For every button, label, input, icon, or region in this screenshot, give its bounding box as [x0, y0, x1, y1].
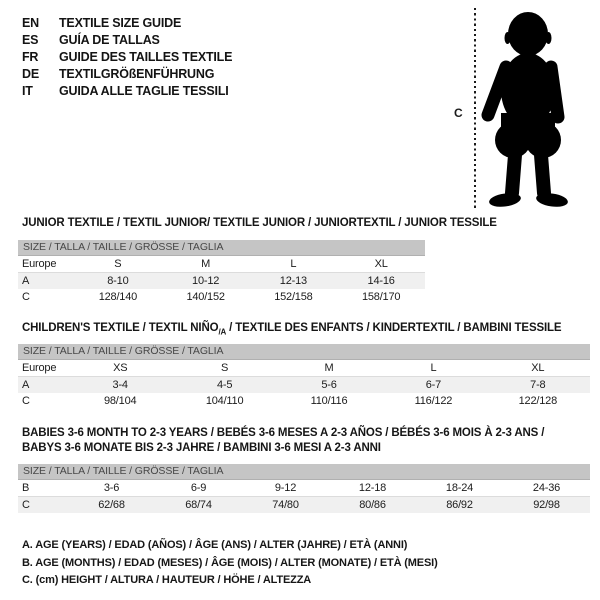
- value-cell: 68/74: [185, 499, 212, 511]
- table-row-europe: [18, 256, 425, 273]
- measurement-legend: [22, 537, 438, 590]
- table-row-height-cm: [18, 289, 425, 305]
- size-cell: L: [290, 258, 297, 270]
- babies-table-title: [22, 426, 544, 456]
- row-label: C: [22, 291, 30, 303]
- row-label: C: [22, 499, 30, 511]
- language-label: GUÍA DE TALLAS: [59, 33, 160, 47]
- language-code: EN: [22, 16, 39, 30]
- language-label: TEXTILE SIZE GUIDE: [59, 16, 182, 30]
- size-cell: M: [324, 362, 334, 374]
- row-label: A: [22, 379, 30, 391]
- value-cell: 6-7: [425, 379, 442, 391]
- table-row-age-years: [18, 273, 425, 289]
- value-cell: 12-13: [279, 275, 307, 287]
- children-size-table: [18, 344, 590, 409]
- toddler-silhouette-image: [481, 5, 573, 210]
- value-cell: 8-10: [107, 275, 129, 287]
- value-cell: 62/68: [98, 499, 125, 511]
- size-cell: XL: [374, 258, 388, 270]
- babies-title-line1: BABIES 3-6 MONTH TO 2-3 YEARS / BEBÉS 3-6 MESES A 2-3 AÑOS / BÉBÉS 3-6 MOIS À 2-3 ANS /: [22, 427, 545, 439]
- language-code: FR: [22, 50, 39, 64]
- value-cell: 14-16: [367, 275, 395, 287]
- size-header-bar: SIZE / TALLA / TAILLE / GRÖSSE / TAGLIA: [18, 344, 590, 360]
- value-cell: 7-8: [530, 379, 546, 391]
- size-cell: S: [221, 362, 229, 374]
- row-label: Europe: [22, 362, 57, 374]
- value-cell: 9-12: [274, 482, 297, 494]
- row-label: Europe: [22, 258, 57, 270]
- language-list: [22, 15, 232, 100]
- language-label: GUIDE DES TAILLES TEXTILE: [59, 50, 233, 64]
- value-cell: 140/152: [186, 291, 225, 303]
- babies-title-line2: BABYS 3-6 MONATE BIS 2-3 JAHRE / BAMBINI 3-6 MESI A 2-3 ANNI: [22, 442, 381, 454]
- language-label: TEXTILGRÖßENFÜHRUNG: [59, 67, 215, 81]
- language-row-de: [22, 66, 232, 83]
- junior-size-table: [18, 240, 425, 305]
- value-cell: 18-24: [445, 482, 474, 494]
- size-header-bar: SIZE / TALLA / TAILLE / GRÖSSE / TAGLIA: [18, 464, 590, 480]
- value-cell: 3-6: [103, 482, 120, 494]
- value-cell: 116/122: [414, 395, 453, 407]
- size-cell: S: [114, 258, 122, 270]
- value-cell: 10-12: [192, 275, 220, 287]
- size-cell: L: [430, 362, 437, 374]
- value-cell: 110/116: [310, 395, 348, 407]
- legend-line-c: C. (cm) HEIGHT / ALTURA / HAUTEUR / HÖHE / ALTEZZA: [22, 574, 312, 586]
- figure-height-label: C: [454, 106, 463, 120]
- language-row-es: [22, 32, 232, 49]
- children-title-sub: /A: [218, 327, 227, 337]
- value-cell: 158/170: [361, 291, 401, 303]
- value-cell: 6-9: [190, 482, 207, 494]
- junior-table-title: JUNIOR TEXTILE / TEXTIL JUNIOR/ TEXTILE JUNIOR / JUNIORTEXTIL / JUNIOR TESSILE: [22, 217, 497, 229]
- legend-line-b: B. AGE (MONTHS) / EDAD (MESES) / ÂGE (MOIS) / ALTER (MONATE) / ETÀ (MESI): [22, 556, 438, 569]
- row-label: C: [22, 395, 30, 407]
- children-title-post: / TEXTILE DES ENFANTS / KINDERTEXTIL / BAMBINI TESSILE: [226, 322, 562, 334]
- size-cell: XL: [531, 362, 545, 374]
- legend-line-a: A. AGE (YEARS) / EDAD (AÑOS) / ÂGE (ANS) / ALTER (JAHRE) / ETÀ (ANNI): [22, 539, 408, 551]
- value-cell: 74/80: [272, 499, 299, 511]
- language-code: IT: [22, 84, 33, 98]
- language-label: GUIDA ALLE TAGLIE TESSILI: [59, 84, 229, 98]
- size-cell: XS: [113, 362, 128, 374]
- language-row-en: [22, 15, 232, 32]
- language-code: ES: [22, 33, 39, 47]
- value-cell: 86/92: [446, 499, 473, 511]
- table-row-age-months: [18, 480, 590, 497]
- language-code: DE: [22, 67, 39, 81]
- row-label: B: [22, 482, 30, 494]
- height-measure-dotted-line: [474, 8, 476, 208]
- value-cell: 4-5: [216, 379, 233, 391]
- table-row-height-cm: [18, 497, 590, 513]
- value-cell: 104/110: [205, 395, 244, 407]
- value-cell: 98/104: [103, 395, 137, 407]
- size-header-bar: SIZE / TALLA / TAILLE / GRÖSSE / TAGLIA: [18, 240, 425, 256]
- table-row-europe: [18, 360, 590, 377]
- value-cell: 3-4: [112, 379, 128, 391]
- children-table-title: [22, 321, 561, 339]
- value-cell: 12-18: [358, 482, 387, 494]
- children-title-pre: CHILDREN'S TEXTILE / TEXTIL NIÑO: [22, 322, 219, 334]
- value-cell: 92/98: [533, 499, 560, 511]
- language-row-it: [22, 83, 232, 100]
- babies-size-table: [18, 464, 590, 513]
- table-row-height-cm: [18, 393, 590, 409]
- language-row-fr: [22, 49, 232, 66]
- value-cell: 152/158: [274, 291, 313, 303]
- table-row-age-years: [18, 377, 590, 393]
- row-label: A: [22, 275, 30, 287]
- value-cell: 80/86: [359, 499, 386, 511]
- value-cell: 5-6: [321, 379, 337, 391]
- size-cell: M: [201, 258, 211, 270]
- value-cell: 128/140: [98, 291, 138, 303]
- value-cell: 122/128: [518, 395, 558, 407]
- value-cell: 24-36: [532, 482, 561, 494]
